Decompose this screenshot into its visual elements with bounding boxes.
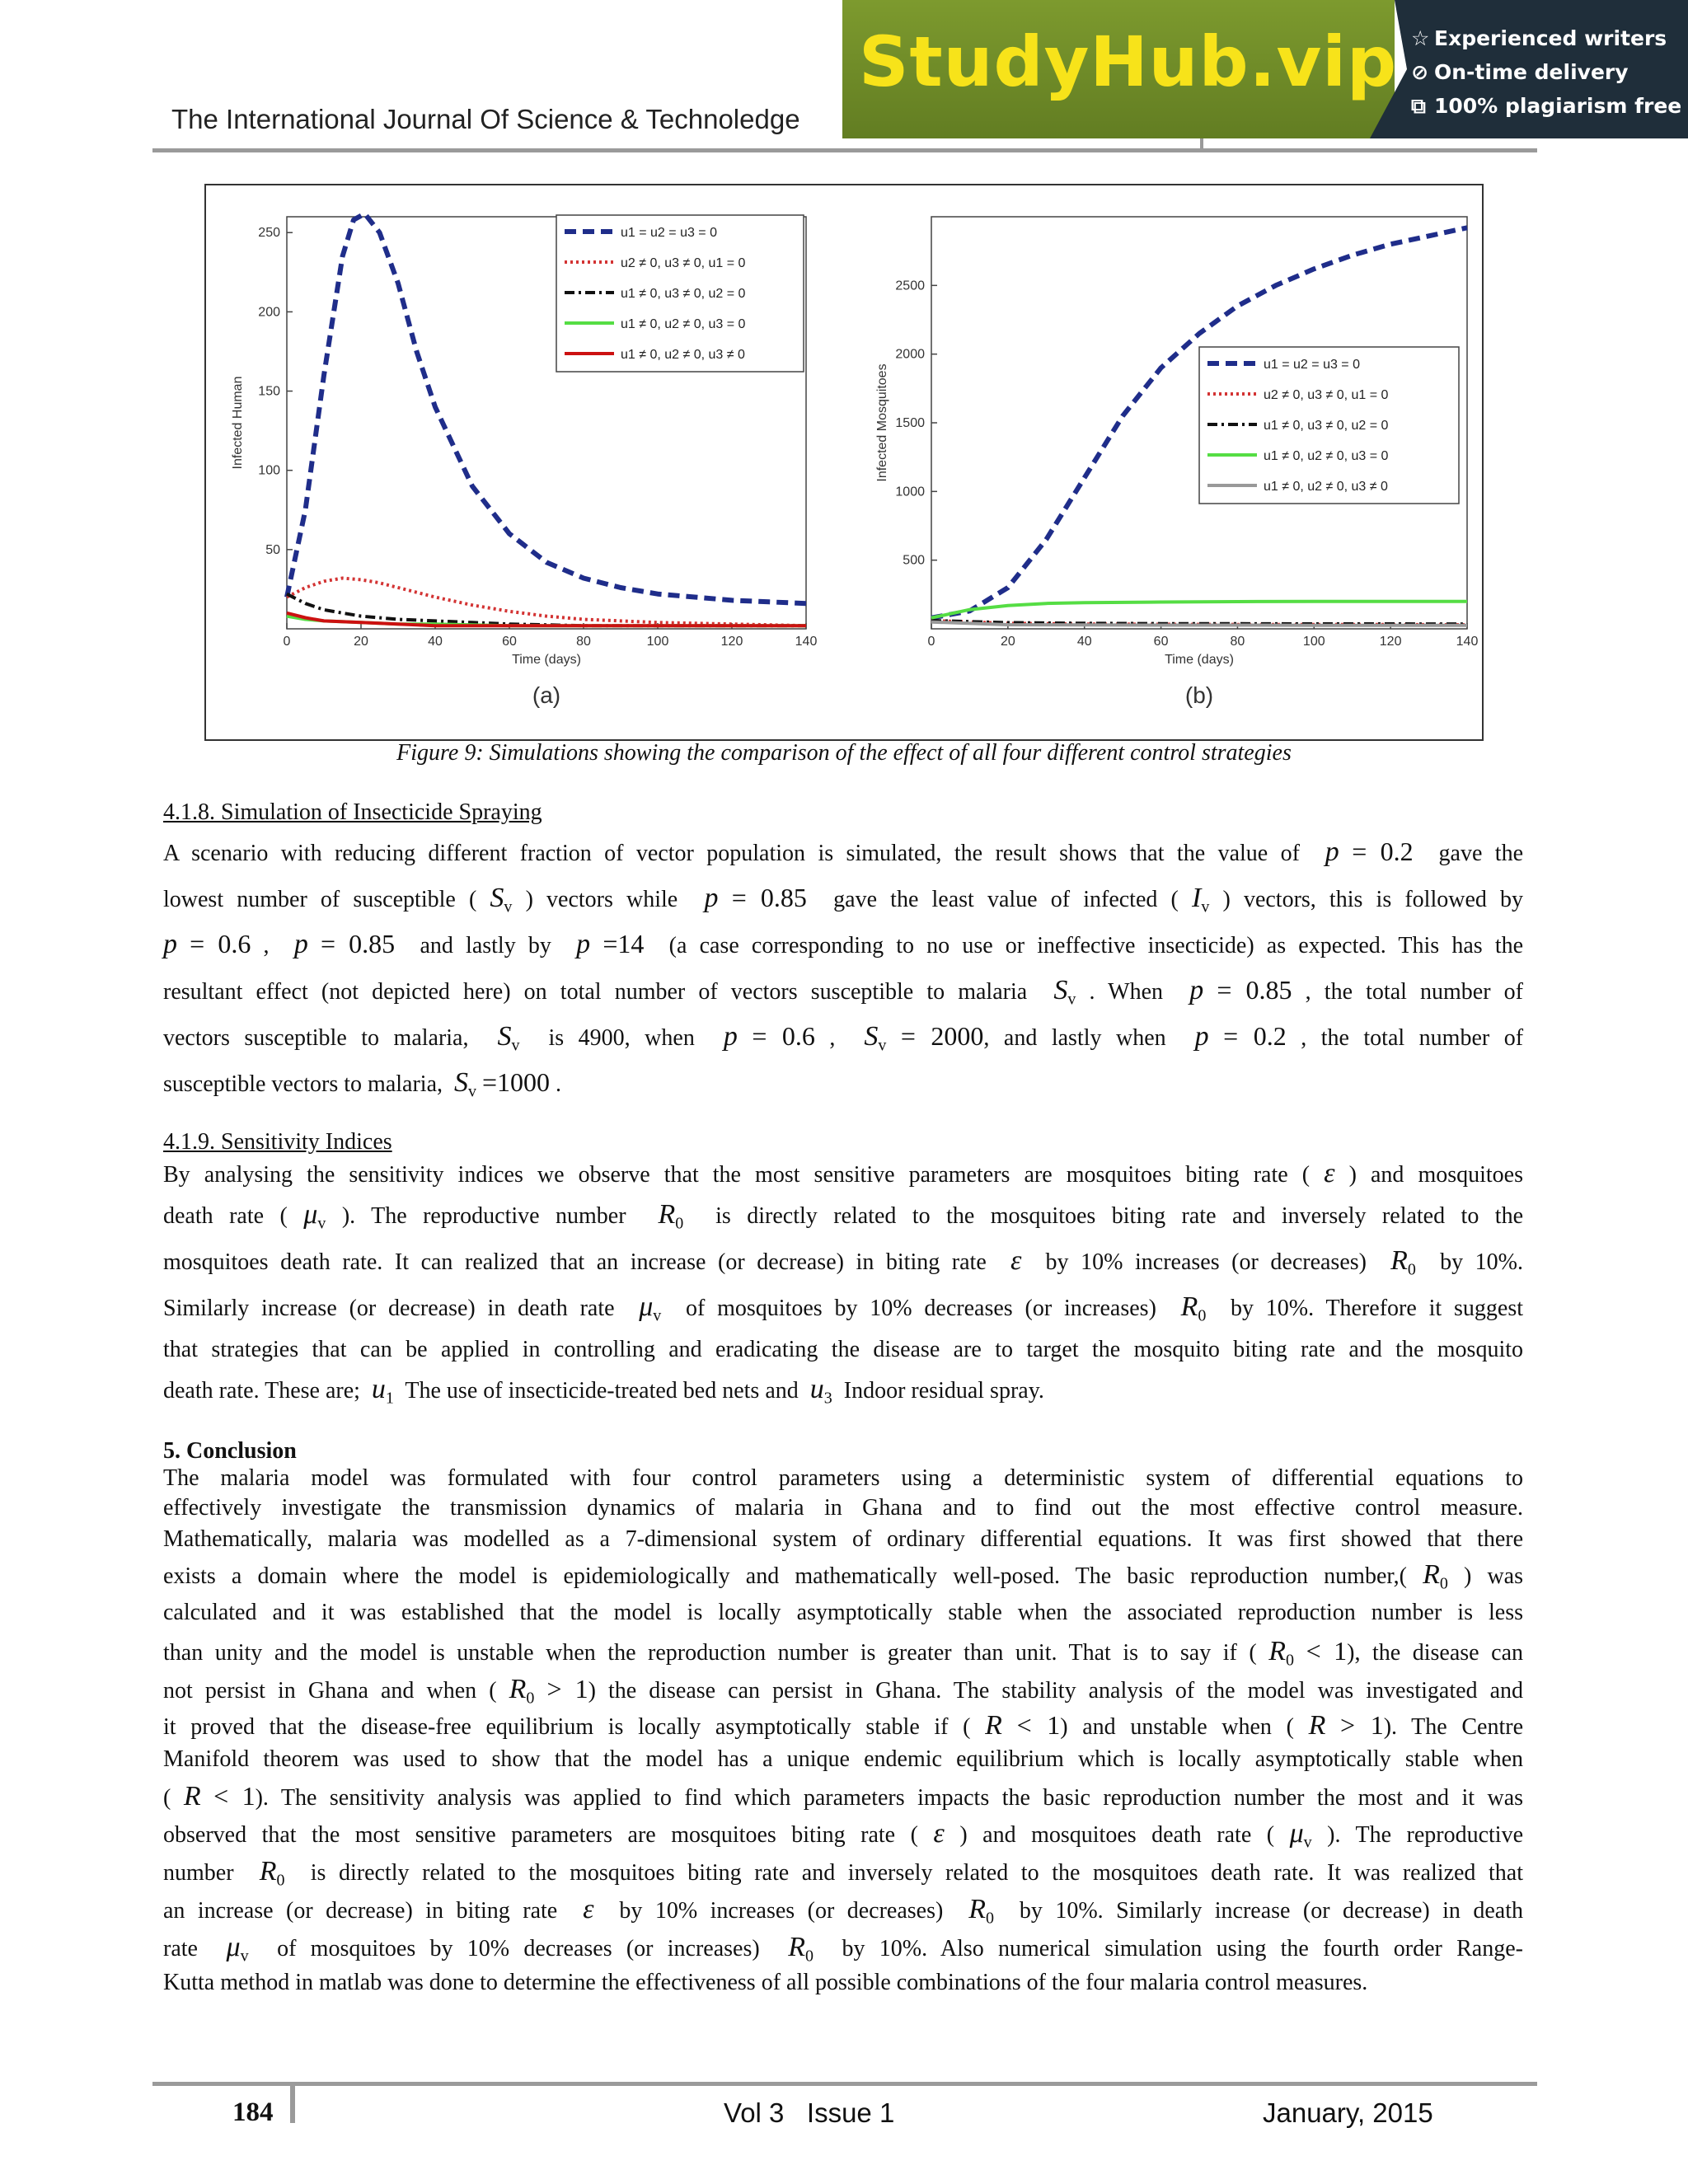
legend-entry: u1 ≠ 0, u2 ≠ 0, u3 = 0 [621, 317, 746, 331]
x-tick-label: 40 [1076, 635, 1092, 649]
banner-green-panel [842, 0, 1398, 138]
issue-date: January, 2015 [1263, 2097, 1433, 2128]
legend-entry: u1 = u2 = u3 = 0 [621, 226, 717, 240]
copy-icon: ⧉ [1411, 94, 1426, 118]
banner-feature: ⊘ On-time delivery [1411, 55, 1681, 89]
y-tick-label: 500 [903, 553, 925, 568]
panel-label: (a) [532, 682, 561, 708]
y-tick-label: 200 [258, 305, 280, 320]
x-tick-label: 140 [1456, 635, 1479, 649]
journal-title: The International Journal Of Science & Technoledge [171, 104, 800, 134]
x-tick-label: 80 [1230, 635, 1245, 649]
x-axis-label: Time (days) [512, 653, 581, 667]
x-tick-label: 20 [354, 635, 368, 649]
figure-9 [204, 184, 1484, 741]
y-tick-label: 150 [258, 384, 280, 399]
y-tick-label: 100 [258, 463, 280, 478]
y-tick-label: 1500 [895, 416, 925, 430]
legend-entry: u1 ≠ 0, u2 ≠ 0, u3 ≠ 0 [621, 348, 745, 362]
footer-divider-tick [290, 2082, 295, 2123]
banner-logo[interactable]: StudyHub.vip [859, 21, 1398, 102]
legend-entry: u2 ≠ 0, u3 ≠ 0, u1 = 0 [621, 256, 746, 270]
chart-panel-b [875, 217, 1478, 708]
y-tick-label: 50 [265, 542, 280, 557]
x-tick-label: 80 [576, 635, 591, 649]
legend-entry: u2 ≠ 0, u3 ≠ 0, u1 = 0 [1264, 388, 1389, 402]
x-tick-label: 0 [927, 635, 935, 649]
figure-9-plots [206, 185, 1482, 739]
y-axis-label: Infected Human [231, 376, 245, 470]
x-tick-label: 120 [720, 635, 743, 649]
section-title-5: 5. Conclusion [163, 1438, 297, 1464]
figure-caption: Figure 9: Simulations showing the comparison of the effect of all four different control strategies [396, 740, 1292, 766]
section-title-4-1-9: 4.1.9. Sensitivity Indices [163, 1129, 392, 1155]
x-tick-label: 60 [1153, 635, 1169, 649]
legend-entry: u1 ≠ 0, u3 ≠ 0, u2 = 0 [1264, 419, 1389, 433]
x-tick-label: 120 [1379, 635, 1402, 649]
y-tick-label: 2000 [895, 347, 925, 362]
panel-label: (b) [1184, 682, 1214, 708]
banner-features [1411, 21, 1681, 123]
x-axis-label: Time (days) [1165, 653, 1234, 667]
banner-feature: ☆ Experienced writers [1411, 21, 1681, 55]
footer-rule [152, 2082, 1537, 2086]
paragraph-conclusion: The malaria model was formulated with four control parameters using a deterministic system of differential equations to effectively investigate the transmission dynamics of malaria in Ghana and to find out the most effective control measure. Mathematically, malaria was modelled as a 7-dimensional system of ordinary differential equations. It was first showed that there exists a domain where the model is epidemiologically and mathematically well-posed. The basic reproduction number,( $R_0$ ) was calculated and it was established that the model is locally asymptotically stable when the associated reproduction number is less than unity and the model is unstable when the reproduction number is greater than unit. That is to say if ( $R_0 < 1$), the disease can not persist in Ghana and when ( $R_0 > 1$) the disease can persist in Ghana. The stability analysis of the model was investigated and it proved that the disease-free equilibrium is locally asymptotically stable if ( R < 1) and unstable when ( R > 1). The Centre Manifold theorem was used to show that the model has a unique endemic equilibrium which is locally asymptotically stable when ( R < 1). The sensitivity analysis was applied to find which parameters impacts the basic reproduction number the most and it was observed that the most sensitive parameters are mosquitoes biting rate ( ε ) and mosquitoes death rate ( $\mu_v$ ). The reproductive number $R_0$ is directly related to the mosquitoes biting rate and inversely related to the mosquitoes death rate. It was realized that an increase (or decrease) in biting rate ε by 10% increases (or decreases) $R_0$ by 10%. Similarly increase (or decrease) in death rate $\mu_v$ of mosquitoes by 10% decreases (or increases) $R_0$ by 10%. Also numerical simulation using the fourth order Range- Kutta method in matlab was done to determine the effectiveness of all possible combinations of the four malaria control measures. [163, 1465, 1524, 1995]
y-axis-label: Infected Mosquitoes [875, 363, 889, 482]
x-tick-label: 20 [1000, 635, 1015, 649]
paragraph-sensitivity-indices: By analysing the sensitivity indices we observe that the most sensitive parameters are mosquitoes biting rate ( ε ) and mosquitoes death rate ( $\mu_v$ ). The reproductive number $R_0$ is directly related to the mosquitoes biting rate and inversely related to the mosquitoes death rate. It can realized that an increase (or decrease) in biting rate ε by 10% increases (or decreases) $R_0$ by 10%. Similarly increase (or decrease) in death rate $\mu_v$ of mosquitoes by 10% decreases (or increases) $R_0$ by 10%. Therefore it suggest that strategies that can be applied in controlling and eradicating the disease are to target the mosquito biting rate and the mosquito death rate. These are; $u_1$ The use of insecticide-treated bed nets and $u_3$ Indoor residual spray. [163, 1158, 1524, 1408]
paragraph-insecticide-spraying: A scenario with reducing different fraction of vector population is simulated, the result shows that the value of p = 0.2 gave the lowest number of susceptible ( $S_v$ ) vectors while p = 0.85 gave the least value of infected ( $I_v$ ) vectors, this is followed by p = 0.6 , p = 0.85 and lastly by p =14 (a case corresponding to no use or ineffective insecticide) as expected. This has the resultant effect (not depicted here) on total number of vectors susceptible to malaria $S_v$ . When p = 0.85 , the total number of vectors susceptible to malaria, $S_v$ is 4900, when p = 0.6 , $S_v = 2000$, and lastly when p = 0.2 , the total number of susceptible vectors to malaria, $S_v =1000$ . [163, 837, 1524, 1101]
legend-entry: u1 ≠ 0, u2 ≠ 0, u3 = 0 [1264, 449, 1389, 463]
page-number: 184 [232, 2097, 274, 2127]
x-tick-label: 140 [795, 635, 818, 649]
legend-entry: u1 ≠ 0, u2 ≠ 0, u3 ≠ 0 [1264, 480, 1388, 494]
x-tick-label: 60 [502, 635, 517, 649]
section-title-4-1-8: 4.1.8. Simulation of Insecticide Spraying [163, 799, 542, 825]
y-tick-label: 1000 [895, 485, 925, 499]
banner-feature: ⧉ 100% plagiarism free [1411, 89, 1681, 123]
star-icon: ☆ [1411, 26, 1430, 50]
x-tick-label: 100 [646, 635, 669, 649]
legend-entry: u1 = u2 = u3 = 0 [1264, 358, 1360, 372]
x-tick-label: 40 [428, 635, 443, 649]
y-tick-label: 250 [258, 226, 280, 241]
legend-entry: u1 ≠ 0, u3 ≠ 0, u2 = 0 [621, 287, 746, 301]
volume-issue: Vol 3 Issue 1 [724, 2097, 895, 2128]
studyhub-banner[interactable] [842, 0, 1688, 138]
x-tick-label: 0 [283, 635, 291, 649]
header-rule [152, 148, 1537, 152]
y-tick-label: 2500 [895, 279, 925, 293]
chart-panel-a [231, 213, 817, 708]
x-tick-label: 100 [1302, 635, 1325, 649]
clock-icon: ⊘ [1411, 60, 1428, 84]
